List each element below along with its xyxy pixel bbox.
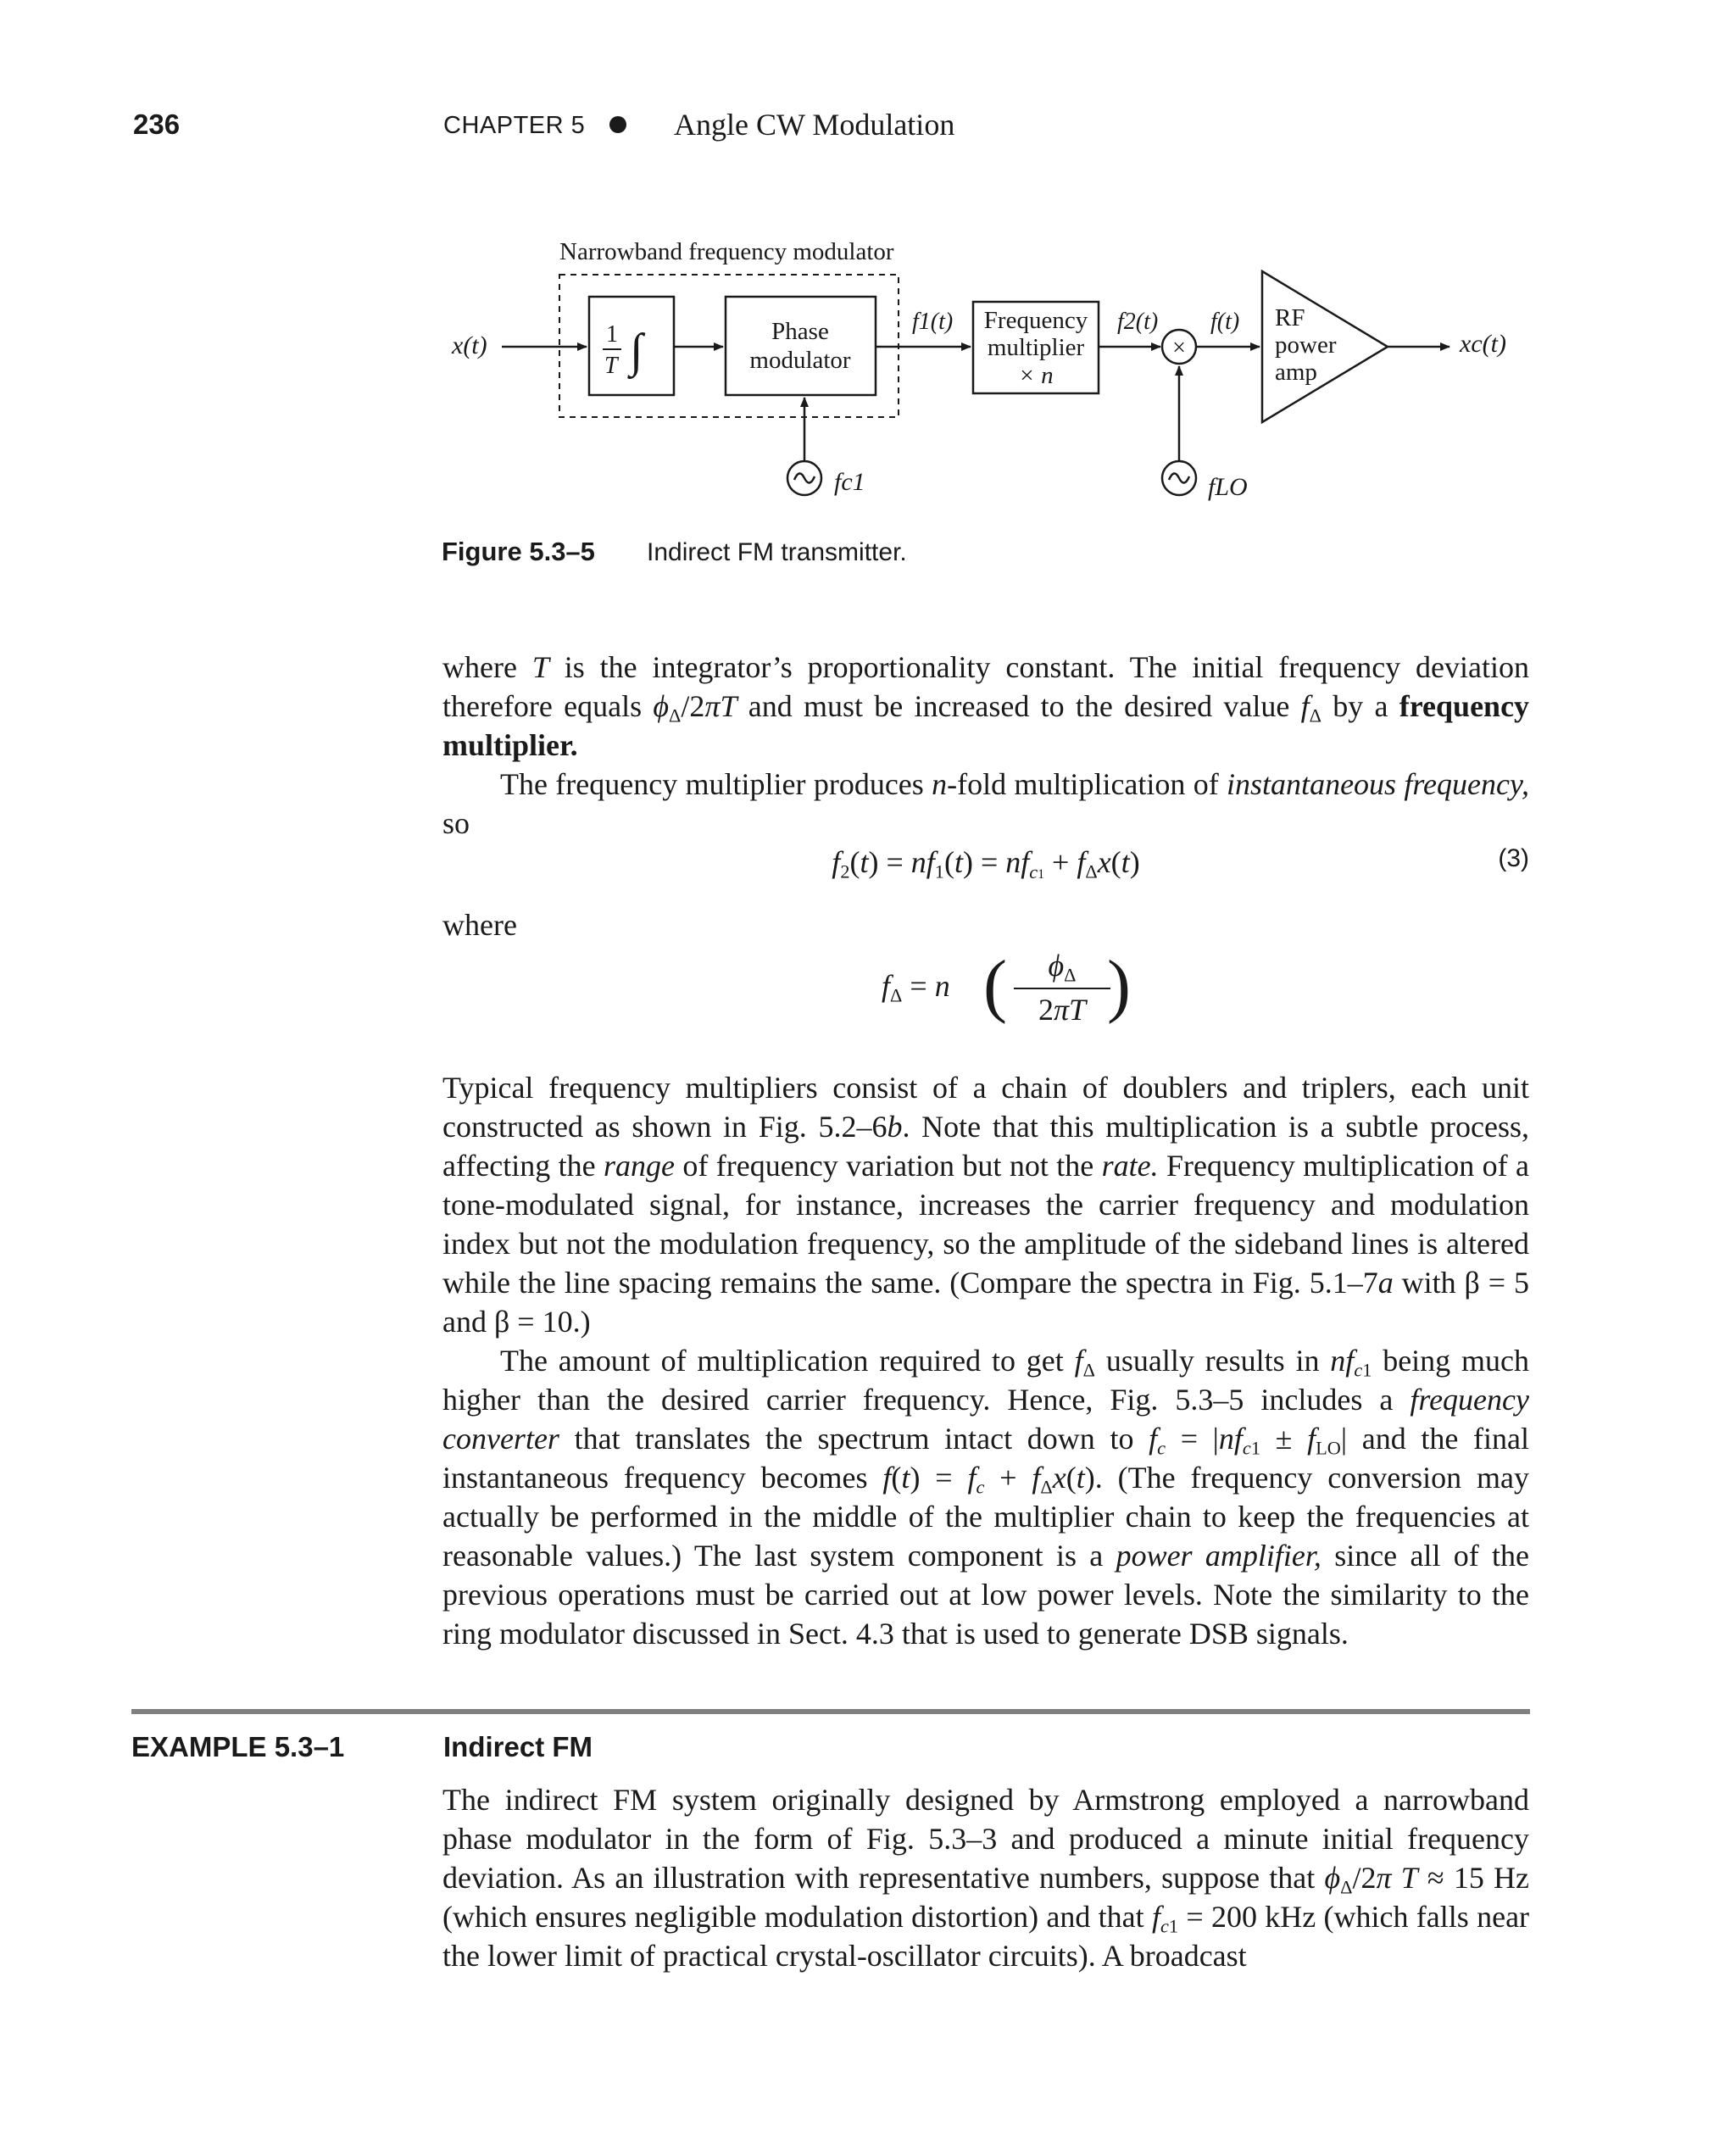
integral-symbol: ∫ [630,325,643,377]
example-title: Indirect FM [443,1731,593,1762]
page-number: 236 [133,109,181,140]
amp-label-1: RF [1275,304,1305,331]
amp-label-3: amp [1275,359,1317,386]
paragraph: where T is the integrator’s proportionality constant. The initial frequency deviation therefore equals $\phi_\Delta/2\pi T$ and must be increased to the desired value $f_\Delta$ by a frequency multiplier. [442,650,1530,762]
phase-modulator-label-2: modulator [749,347,851,374]
osc2-label: fLO [1208,473,1248,501]
osc1-label: fc1 [834,468,865,496]
where-label: where [442,908,517,942]
indirect-fm-diagram [424,229,1526,517]
f1-label: f1(t) [912,309,954,335]
multiplier-label-1: Frequency [983,307,1088,334]
phase-modulator-label-1: Phase [771,318,829,345]
paragraph: The frequency multiplier produces n-fold multiplication of instantaneous frequency, so [442,767,1529,840]
phase-modulator-block [726,297,876,395]
figure-caption-label: Figure 5.3–5 [442,537,595,566]
paragraph: The indirect FM system originally designed by Armstrong employed a narrowband phase modulator in the form of Fig. 5.3–3 and produced a minute initial frequency deviation. As an illustration with representative numbers, suppose that $\phi_\Delta/2\pi$ T ≈ 15 Hz (which ensures negligible modulation distortion) and that $f_{c1} = 200$ kHz (which falls near the lower limit of practical crystal-oscillator circuits). A broadcast [442,1783,1530,1973]
sine-wave-icon [1169,473,1189,482]
equation-number: (3) [1498,844,1529,872]
output-xc-label: xc(t) [1460,330,1506,358]
narrowband-group-label: Narrowband frequency modulator [559,238,894,265]
body-paragraphs-1 [442,648,1529,843]
mixer-multiply-icon: × [1172,335,1186,361]
equation-3 [442,844,1529,880]
body-paragraphs-2 [442,1068,1529,1653]
chapter-title: Angle CW Modulation [674,108,955,142]
integrator-denominator: T [604,353,618,379]
chapter-label: CHAPTER 5 [443,112,586,139]
equation-3-body: $f_2(t) = nf_1(t) = nf_{c1} + f_\Delta x(t)$ [832,845,1140,882]
input-x-label: x(t) [452,331,487,359]
paragraph: Typical frequency multipliers consist of a chain of doublers and triplers, each unit constructed as shown in Fig. 5.2–6b. Note that this multiplication is a subtle process, affecting the range of frequency variation but not the rate. Frequency multiplication of a tone-modulated signal, for instance, increases the carrier frequency and modulation index but not the modulation frequency, so the amplitude of the sideband lines is altered while the line spacing remains the same. (Compare the spectra in Fig. 5.1–7a with β = 5 and β = 10.) [442,1071,1530,1339]
example-paragraph [442,1780,1529,1975]
figure-caption-text: Indirect FM transmitter. [647,538,907,566]
section-divider [131,1709,1530,1714]
f2-label: f2(t) [1117,309,1159,335]
amp-label-2: power [1275,331,1337,359]
ft-label: f(t) [1210,309,1240,335]
sine-wave-icon [794,473,815,482]
multiplier-label-3: × n [1018,362,1054,389]
equation-f-delta: $f_\Delta = n$ ( $\phi_\Delta$ 2πT ) [882,946,1131,1027]
example-label: EXAMPLE 5.3–1 [131,1731,345,1762]
multiplier-label-2: multiplier [987,334,1085,361]
paragraph: The amount of multiplication required to get $f_\Delta$ usually results in $nf_{c1}$ being much higher than the desired carrier frequency. Hence, Fig. 5.3–5 includes a frequency converter that translates the spectrum intact down to $f_c = |nf_{c1} \pm f_{LO}|$ and the final instantaneous frequency becomes $f(t) = f_c + f_\Delta x(t)$. (The frequency conversion may actually be performed in the middle of the multiplier chain to keep the frequencies at reasonable values.) The last system component is a power amplifier, since all of the previous operations must be carried out at low power levels. Note the similarity to the ring modulator discussed in Sect. 4.3 that is used to generate DSB signals. [442,1344,1530,1651]
integrator-numerator: 1 [606,321,618,348]
bullet-icon [609,116,626,133]
